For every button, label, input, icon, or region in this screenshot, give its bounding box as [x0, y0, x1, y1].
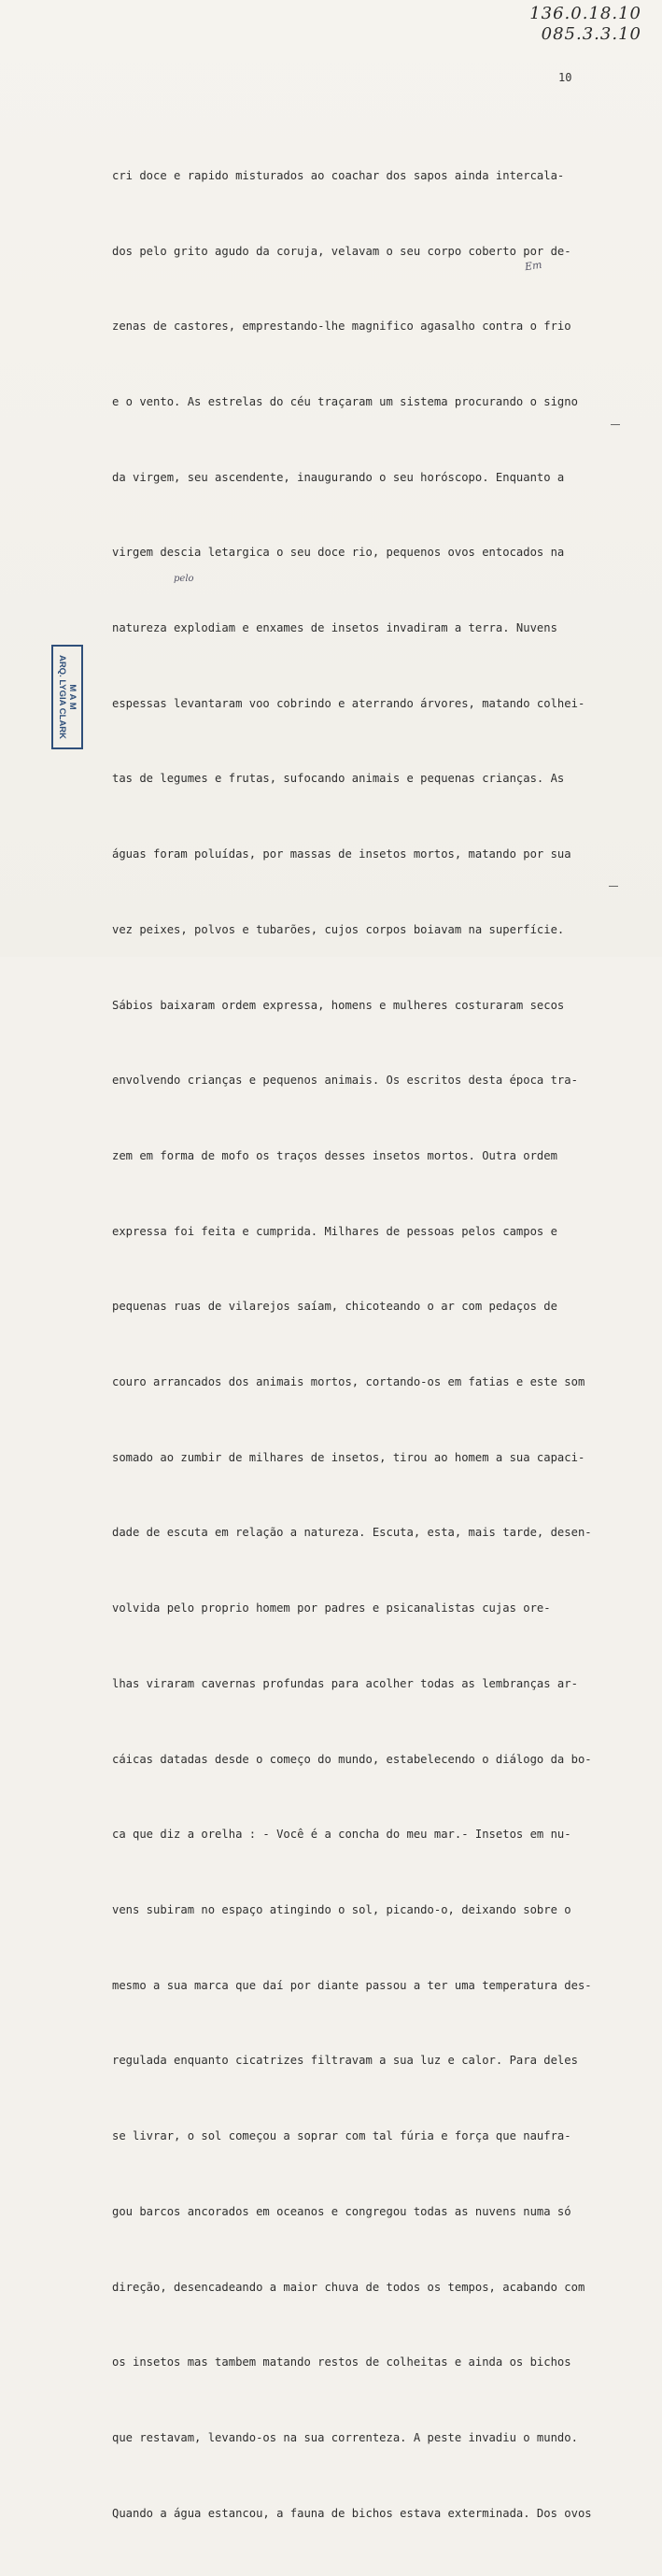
text-line: cáicas datadas desde o começo do mundo, estabelecendo o diálogo da bo- [112, 1752, 592, 1766]
text-line: volvida pelo proprio homem por padres e psicanalistas cujas ore- [112, 1601, 551, 1615]
margin-dash-mark [611, 424, 620, 425]
text-line: que restavam, levando-os na sua correnteza. A peste invadiu o mundo. [112, 2430, 578, 2444]
text-line: águas foram poluídas, por massas de insetos mortos, matando por sua [112, 847, 571, 861]
archive-codes [529, 4, 641, 45]
text-line: natureza explodiam e enxames de insetos invadiram a terra. Nuvens [112, 621, 557, 635]
text-line: gou barcos ancorados em oceanos e congregou todas as nuvens numa só [112, 2204, 571, 2218]
stamp-text [57, 655, 77, 739]
text-line: dos pelo grito agudo da coruja, velavam o seu corpo coberto por de- [112, 244, 571, 258]
archive-code-2: 085.3.3.10 [541, 24, 641, 44]
handwritten-note-em: Em [524, 258, 543, 274]
text-line: mesmo a sua marca que daí por diante passou a ter uma temperatura des- [112, 1978, 592, 1992]
text-line: pequenas ruas de vilarejos saíam, chicoteando o ar com pedaços de [112, 1300, 557, 1314]
text-line: zenas de castores, emprestando-lhe magnifico agasalho contra o frio [112, 320, 571, 334]
text-line: direção, desencadeando a maior chuva de todos os tempos, acabando com [112, 2280, 585, 2294]
margin-dash-mark [609, 886, 618, 887]
text-line: zem em forma de mofo os traços desses insetos mortos. Outra ordem [112, 1148, 557, 1162]
archive-stamp [51, 645, 83, 749]
text-line: Sábios baixaram ordem expressa, homens e mulheres costuraram secos [112, 998, 565, 1012]
text-line: somado ao zumbir de milhares de insetos, tirou ao homem a sua capaci- [112, 1450, 585, 1464]
text-line: couro arrancados dos animais mortos, cortando-os em fatias e este som [112, 1375, 585, 1389]
text-line: expressa foi feita e cumprida. Milhares de pessoas pelos campos e [112, 1224, 557, 1238]
text-line: lhas viraram cavernas profundas para acolher todas as lembranças ar- [112, 1676, 578, 1690]
text-line: e o vento. As estrelas do céu traçaram um sistema procurando o signo [112, 394, 578, 408]
text-line: se livrar, o sol começou a soprar com tal fúria e força que naufra- [112, 2129, 571, 2143]
stamp-line-1: M A M [67, 684, 77, 710]
text-line: espessas levantaram voo cobrindo e aterrando árvores, matando colhei- [112, 696, 585, 710]
stamp-line-2: ARQ. LYGIA CLARK [57, 654, 67, 740]
page-number: 10 [558, 71, 572, 84]
text-line: envolvendo crianças e pequenos animais. Os escritos desta época tra- [112, 1074, 578, 1088]
typed-body-text [112, 113, 635, 2576]
text-line: dade de escuta em relação a natureza. Escuta, esta, mais tarde, desen- [112, 1526, 592, 1540]
text-line: cri doce e rapido misturados ao coachar dos sapos ainda intercala- [112, 168, 565, 182]
text-line: vez peixes, polvos e tubarões, cujos corpos boiavam na superfície. [112, 922, 565, 936]
text-line: ca que diz a orelha : - Você é a concha do meu mar.- Insetos em nu- [112, 1828, 571, 1842]
text-line: tas de legumes e frutas, sufocando animais e pequenas crianças. As [112, 772, 565, 786]
text-line: Quando a água estancou, a fauna de bichos estava exterminada. Dos ovos [112, 2506, 592, 2520]
handwritten-note-pelo: pelo [174, 574, 194, 584]
archive-code-1: 136.0.18.10 [529, 4, 641, 23]
text-line: virgem descia letargica o seu doce rio, pequenos ovos entocados na [112, 546, 565, 560]
text-line: vens subiram no espaço atingindo o sol, picando-o, deixando sobre o [112, 1902, 571, 1916]
text-line: os insetos mas tambem matando restos de colheitas e ainda os bichos [112, 2355, 571, 2370]
text-line: da virgem, seu ascendente, inaugurando o seu horóscopo. Enquanto a [112, 470, 565, 484]
text-line: regulada enquanto cicatrizes filtravam a sua luz e calor. Para deles [112, 2054, 578, 2068]
